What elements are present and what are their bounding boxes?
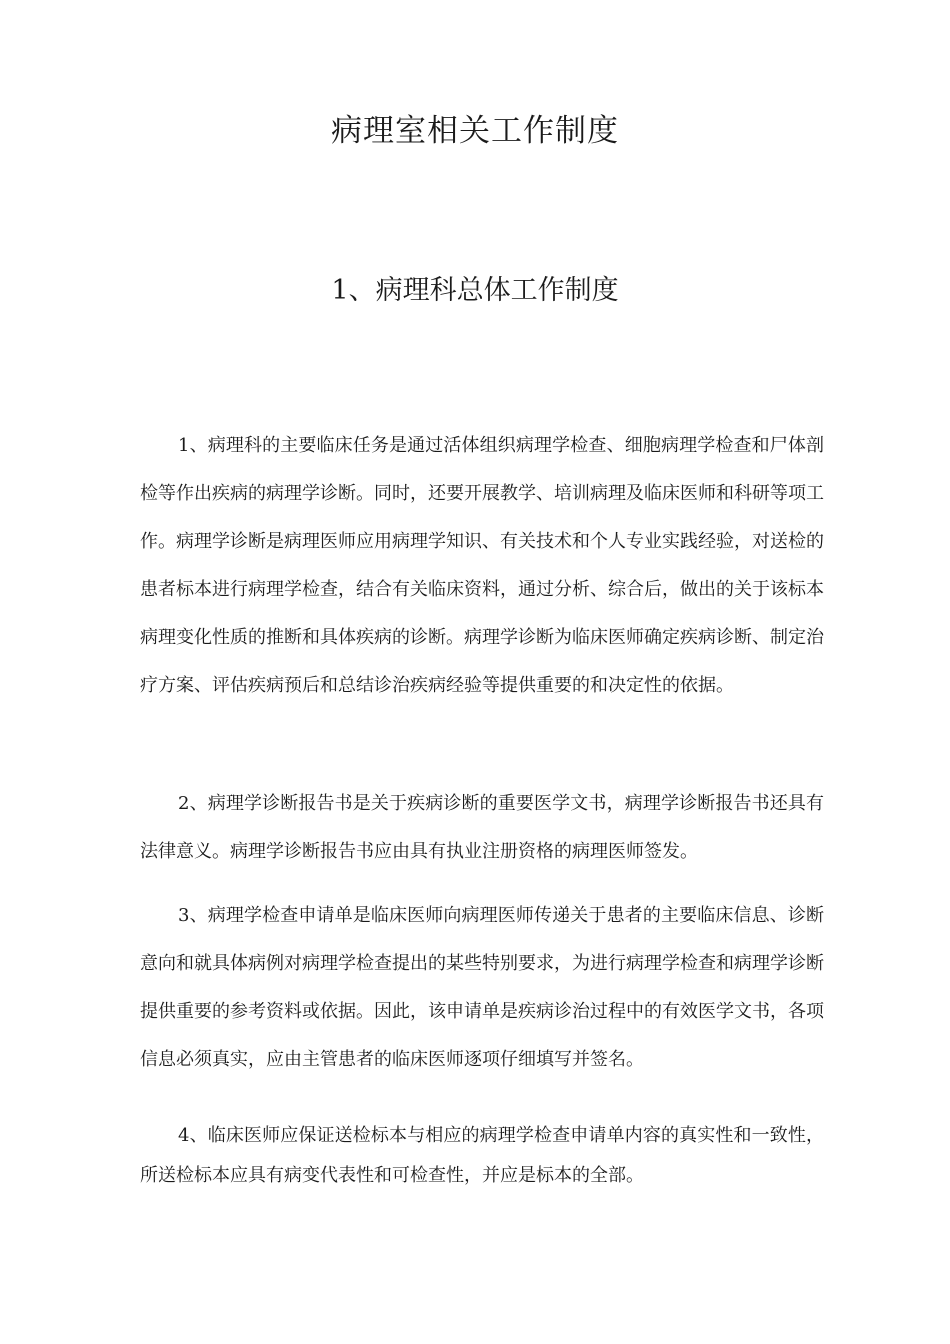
paragraph-1: 1、病理科的主要临床任务是通过活体组织病理学检查、细胞病理学检查和尸体剖检等作出疾病的病理学诊断。同时，还要开展教学、培训病理及临床医师和科研等项工作。病理学诊断是病理医师应用病理学知识、有关技术和个人专业实践经验，对送检的患者标本进行病理学检查，结合有关临床资料，通过分析、综合后，做出的关于该标本病理变化性质的推断和具体疾病的诊断。病理学诊断为临床医师确定疾病诊断、制定治疗方案、评估疾病预后和总结诊治疾病经验等提供重要的和决定性的依据。 — [140, 435, 824, 696]
paragraph-2: 2、病理学诊断报告书是关于疾病诊断的重要医学文书，病理学诊断报告书还具有法律意义。病理学诊断报告书应由具有执业注册资格的病理医师签发。 — [140, 793, 824, 862]
section-title: 1、病理科总体工作制度 — [331, 275, 619, 306]
paragraph-4: 4、临床医师应保证送检标本与相应的病理学检查申请单内容的真实性和一致性，所送检标本应具有病变代表性和可检查性，并应是标本的全部。 — [140, 1125, 824, 1186]
document-title: 病理室相关工作制度 — [331, 113, 619, 149]
paragraph-3: 3、病理学检查申请单是临床医师向病理医师传递关于患者的主要临床信息、诊断意向和就具体病例对病理学检查提出的某些特别要求，为进行病理学检查和病理学诊断提供重要的参考资料或依据。因此，该申请单是疾病诊治过程中的有效医学文书，各项信息必须真实，应由主管患者的临床医师逐项仔细填写并签名。 — [140, 905, 824, 1070]
